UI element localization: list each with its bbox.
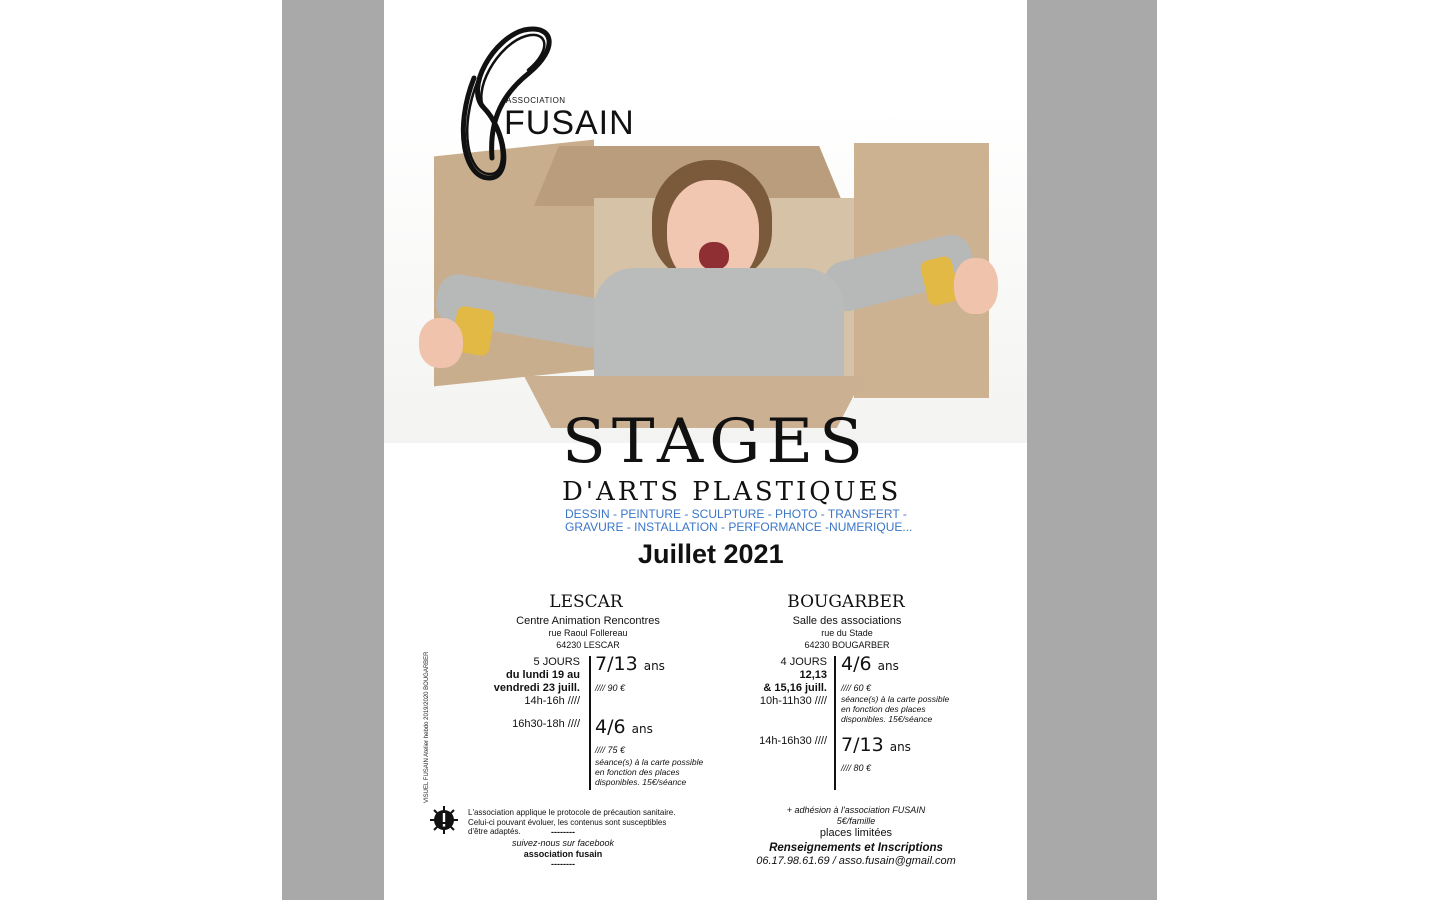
lescar-title: LESCAR	[549, 592, 623, 612]
lescar-time-1: 14h-16h ////	[524, 695, 580, 707]
membership-price: 5€/famille	[836, 816, 876, 826]
bougarber-age-2-unit: ans	[889, 740, 911, 754]
sanitary-line-1: L'association applique le protocole de précaution sanitaire.	[468, 808, 676, 817]
lescar-age-2	[595, 716, 653, 738]
lescar-dates-2: vendredi 23 juill.	[493, 682, 580, 694]
disciplines-line-2: GRAVURE - INSTALLATION - PERFORMANCE -NUMERIQUE...	[565, 520, 913, 534]
lescar-age-1-value: 7/13	[595, 653, 638, 675]
bougarber-price-2: //// 80 €	[841, 763, 872, 773]
bougarber-days: 4 JOURS	[780, 656, 827, 668]
vertical-credit	[424, 603, 436, 803]
logo-association-label: ASSOCIATION	[506, 96, 566, 105]
bougarber-note-line-1: séance(s) à la carte possible	[841, 694, 950, 704]
child-fist-right	[954, 258, 998, 314]
sanitary-line-2: Celui-ci pouvant évoluer, les contenus sont susceptibles	[468, 817, 667, 827]
lescar-age-2-unit: ans	[631, 722, 653, 736]
bougarber-age-1-value: 4/6	[841, 653, 872, 675]
dashes-1: --------	[551, 827, 575, 837]
bougarber-note-line-2: en fonction des places	[841, 704, 926, 714]
bougarber-age-2-value: 7/13	[841, 734, 884, 756]
lescar-city: 64230 LESCAR	[556, 640, 620, 650]
bougarber-dates-2: & 15,16 juill.	[763, 682, 827, 694]
lescar-time-2: 16h30-18h ////	[512, 718, 580, 730]
poster-subtitle: D'ARTS PLASTIQUES	[562, 477, 902, 507]
bougarber-age-1-unit: ans	[877, 659, 899, 673]
lescar-note-line-1: séance(s) à la carte possible	[595, 757, 704, 767]
viewer-margin-left	[282, 0, 384, 900]
lescar-note	[595, 757, 703, 787]
bougarber-time-2: 14h-16h30 ////	[759, 735, 827, 747]
sanitary-line-3: d'être adaptés.	[468, 827, 521, 836]
lescar-note-line-2: en fonction des places	[595, 767, 680, 777]
facebook-label: suivez-nous sur facebook	[511, 838, 615, 848]
dashes-2: --------	[551, 859, 575, 869]
child-sweater	[594, 268, 844, 388]
bougarber-title: BOUGARBER	[787, 592, 905, 612]
lescar-age-1-unit: ans	[643, 659, 665, 673]
child-mouth	[699, 242, 729, 270]
lescar-age-2-value: 4/6	[595, 716, 626, 738]
bougarber-city: 64230 BOUGARBER	[804, 640, 890, 650]
disciplines-line-1: DESSIN - PEINTURE - SCULPTURE - PHOTO - TRANSFERT -	[565, 507, 907, 521]
lescar-note-line-3: disponibles. 15€/séance	[595, 777, 687, 787]
vertical-credit-text: VISUEL FUSAIN Atelier hebdo 2019/2020 BOUGARBER	[424, 651, 430, 803]
child-fist-left	[419, 318, 463, 368]
bougarber-age-1	[841, 653, 899, 675]
places-limited: places limitées	[819, 827, 893, 839]
bougarber-note	[841, 694, 949, 724]
outer-background-left	[0, 0, 282, 900]
bougarber-note-line-3: disponibles. 15€/séance	[841, 714, 933, 724]
bougarber-place: Salle des associations	[792, 615, 902, 627]
contact-title: Renseignements et Inscriptions	[769, 842, 943, 854]
membership: + adhésion à l'association FUSAIN	[786, 805, 926, 815]
facebook-name: association fusain	[523, 849, 603, 859]
poster-month: Juillet 2021	[638, 539, 784, 569]
bougarber-time-1: 10h-11h30 ////	[759, 695, 827, 707]
lescar-place: Centre Animation Rencontres	[516, 615, 660, 627]
lescar-street: rue Raoul Follereau	[548, 628, 628, 638]
virus-warning-icon	[430, 806, 458, 834]
poster-title: STAGES	[562, 406, 869, 478]
lescar-age-1	[595, 653, 665, 675]
lescar-dates-1: du lundi 19 au	[506, 669, 580, 681]
contact-info: 06.17.98.61.69 / asso.fusain@gmail.com	[756, 855, 956, 867]
bougarber-dates-1: 12,13	[799, 669, 827, 681]
bougarber-divider	[834, 656, 836, 790]
bougarber-price-1: //// 60 €	[841, 683, 872, 693]
lescar-price-1: //// 90 €	[595, 683, 626, 693]
lescar-price-2: //// 75 €	[595, 745, 626, 755]
outer-background-right	[1157, 0, 1440, 900]
bougarber-age-2	[841, 734, 911, 756]
lescar-days: 5 JOURS	[533, 656, 580, 668]
bougarber-street: rue du Stade	[821, 628, 873, 638]
lescar-divider	[589, 656, 591, 790]
viewer-margin-right	[1027, 0, 1157, 900]
poster-page	[384, 0, 1027, 900]
logo-name: FUSAIN	[504, 104, 635, 142]
